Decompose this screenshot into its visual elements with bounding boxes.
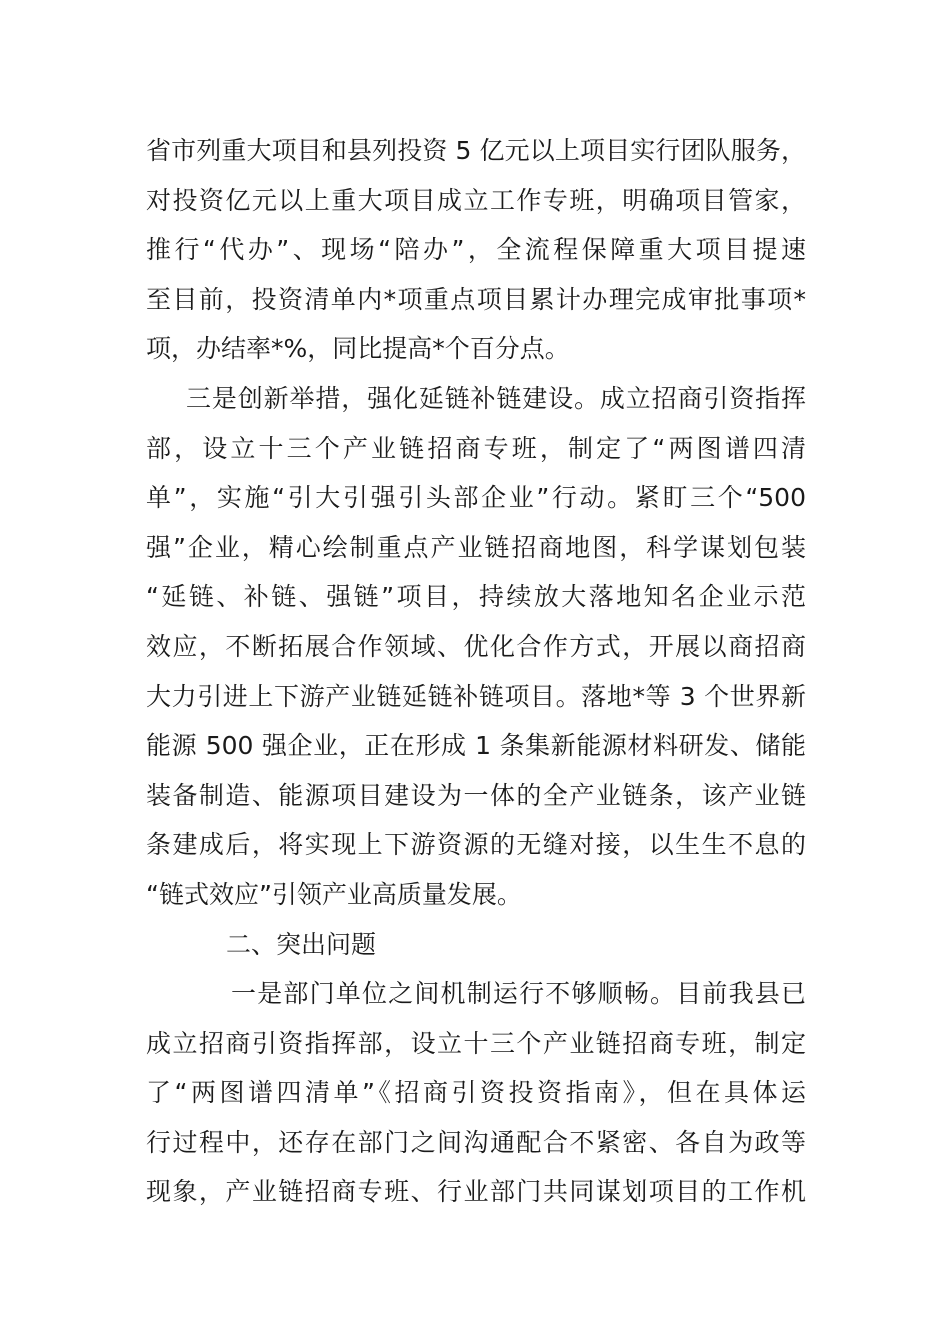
text-line-13: 能源 500 强企业，正在形成 1 条集新能源材料研发、储能 — [146, 731, 806, 761]
text-line-12: 大力引进上下游产业链延链补链项目。落地*等 3 个世界新 — [146, 681, 806, 711]
text-line-6: 三是创新举措，强化延链补链建设。成立招商引资指挥 — [186, 383, 806, 413]
text-line-1: 省市列重大项目和县列投资 5 亿元以上项目实行团队服务， — [146, 136, 806, 165]
text-line-19: 成立招商引资指挥部，设立十三个产业链招商专班，制定 — [146, 1028, 806, 1058]
text-line-8: 单”，实施“引大引强引头部企业”行动。紧盯三个“500 — [146, 483, 806, 513]
section-heading: 二、突出问题 — [226, 929, 377, 959]
text-line-14: 装备制造、能源项目建设为一体的全产业链条，该产业链 — [146, 780, 806, 810]
text-line-22: 现象，产业链招商专班、行业部门共同谋划项目的工作机 — [146, 1177, 806, 1207]
text-line-2: 对投资亿元以上重大项目成立工作专班，明确项目管家， — [146, 185, 806, 215]
text-line-20: 了“两图谱四清单”《招商引资投资指南》，但在具体运 — [146, 1078, 806, 1108]
document-body — [0, 126, 950, 1217]
text-line-5: 项，办结率*%，同比提高*个百分点。 — [146, 334, 570, 364]
text-line-16: “链式效应”引领产业高质量发展。 — [146, 879, 522, 909]
text-line-9: 强”企业，精心绘制重点产业链招商地图，科学谋划包装 — [146, 532, 806, 562]
text-line-11: 效应，不断拓展合作领域、优化合作方式，开展以商招商 — [146, 631, 806, 661]
text-line-18: 一是部门单位之间机制运行不够顺畅。目前我县已 — [231, 979, 806, 1009]
text-line-3: 推行“代办”、现场“陪办”，全流程保障重大项目提速 — [146, 235, 806, 265]
text-line-7: 部，设立十三个产业链招商专班，制定了“两图谱四清 — [146, 433, 806, 463]
text-line-4: 至目前，投资清单内*项重点项目累计办理完成审批事项* — [146, 284, 806, 314]
text-line-21: 行过程中，还存在部门之间沟通配合不紧密、各自为政等 — [146, 1127, 806, 1157]
text-line-15: 条建成后，将实现上下游资源的无缝对接，以生生不息的 — [146, 830, 806, 860]
text-line-10: “延链、补链、强链”项目，持续放大落地知名企业示范 — [146, 582, 806, 612]
